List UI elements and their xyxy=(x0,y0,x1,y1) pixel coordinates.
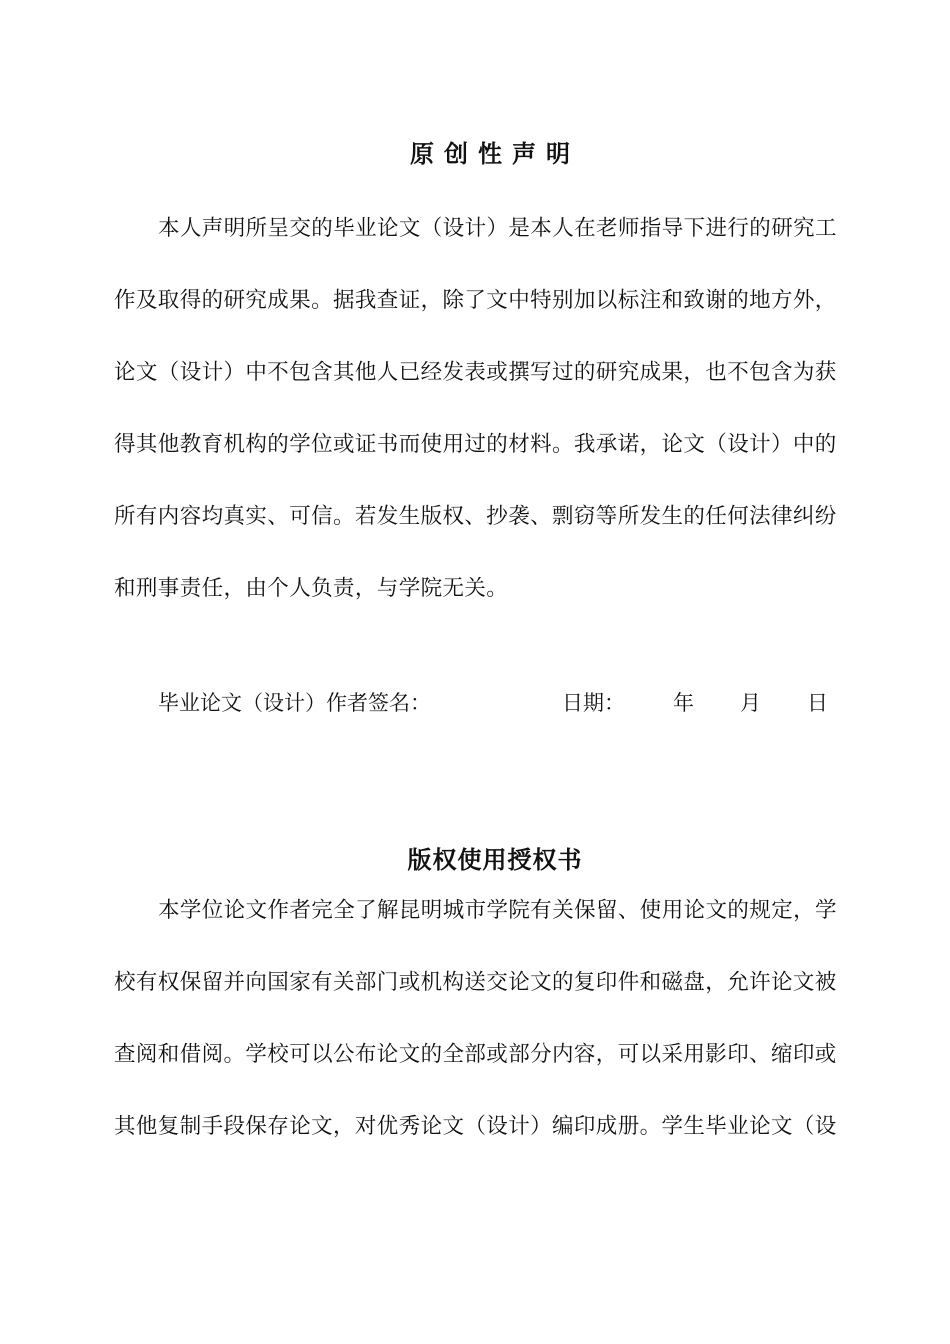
authorization-line-2: 校有权保留并向国家有关部门或机构送交论文的复印件和磁盘，允许论文被 xyxy=(114,970,837,995)
declaration-line-1: 本人声明所呈交的毕业论文（设计）是本人在老师指导下进行的研究工 xyxy=(158,216,837,241)
declaration-line-3: 论文（设计）中不包含其他人已经发表或撰写过的研究成果，也不包含为获 xyxy=(114,360,837,385)
authorization-line-1: 本学位论文作者完全了解昆明城市学院有关保留、使用论文的规定，学 xyxy=(158,898,837,923)
declaration-line-5: 所有内容均真实、可信。若发生版权、抄袭、剽窃等所发生的任何法律纠纷 xyxy=(114,504,837,529)
month-label: 月 xyxy=(740,691,761,715)
date-label: 日期： xyxy=(562,691,625,715)
signature-label: 毕业论文（设计）作者签名： xyxy=(158,691,431,715)
authorization-title: 版权使用授权书 xyxy=(407,846,583,874)
year-label: 年 xyxy=(673,691,694,715)
declaration-title: 原创性声明 xyxy=(410,140,580,168)
authorization-line-4: 其他复制手段保存论文，对优秀论文（设计）编印成册。学生毕业论文（设 xyxy=(114,1114,837,1139)
declaration-line-2: 作及取得的研究成果。据我查证，除了文中特别加以标注和致谢的地方外， xyxy=(114,288,837,313)
day-label: 日 xyxy=(807,691,828,715)
declaration-line-4: 得其他教育机构的学位或证书而使用过的材料。我承诺，论文（设计）中的 xyxy=(114,432,837,457)
declaration-line-6: 和刑事责任，由个人负责，与学院无关。 xyxy=(114,576,509,601)
authorization-line-3: 查阅和借阅。学校可以公布论文的全部或部分内容，可以采用影印、缩印或 xyxy=(114,1042,837,1067)
